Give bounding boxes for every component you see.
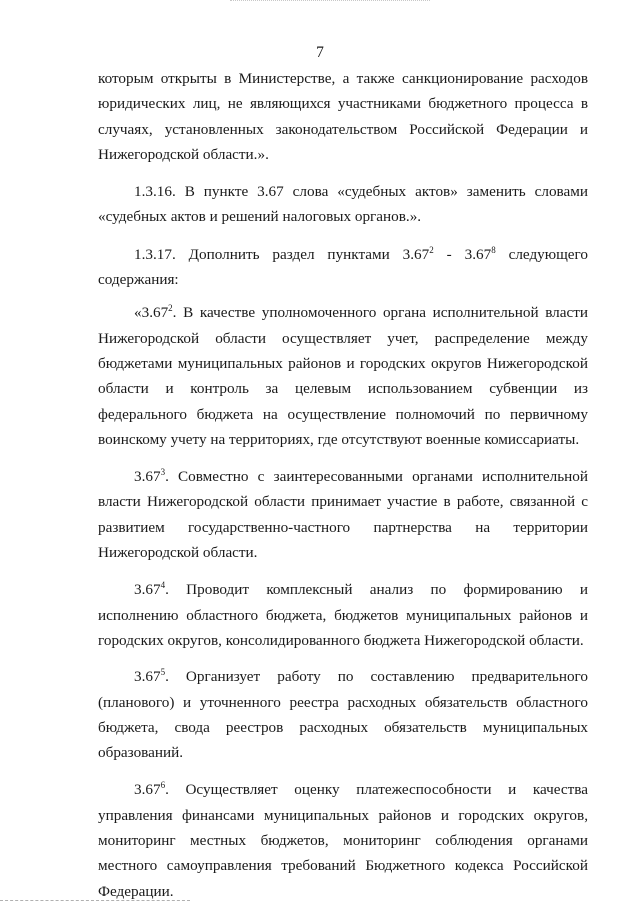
scan-edge-top: [230, 0, 430, 2]
paragraph-text: . Совместно с заинтересованными органами исполнительной власти Нижегородской области принимает участие в работе, связанной с развитием государственно-частного партнерства на территории Нижегородской области.: [98, 468, 588, 562]
paragraph-text: 1.3.16. В пункте 3.67 слова «судебных актов» заменить словами «судебных актов и решений налоговых органов.».: [98, 183, 588, 226]
paragraph-text: . Осуществляет оценку платежеспособности и качества управления финансами муниципальных районов и городских округов, мониторинг местных бюджетов, мониторинг соблюдения органами местного самоуправления требований Бюджетного кодекса Российской Федерации.: [98, 781, 588, 900]
paragraph-text: 3.67: [134, 581, 161, 599]
superscript-index: 4: [160, 580, 166, 591]
paragraph-p8: [98, 777, 588, 903]
paragraph-p1: [98, 66, 588, 167]
superscript-index: 2: [168, 303, 173, 314]
paragraph-text: - 3.67: [433, 245, 492, 263]
paragraph-text: «3.67: [134, 304, 169, 322]
paragraph-p5: [98, 464, 588, 565]
scan-edge-bottom: [0, 900, 190, 902]
page-number: 7: [316, 44, 324, 61]
paragraph-text: 3.67: [134, 468, 161, 486]
superscript-index: 3: [160, 467, 166, 478]
paragraph-text: . Проводит комплексный анализ по формированию и исполнению областного бюджета, бюджетов муниципальных районов и городских округов, консолидированного бюджета Нижегородской области.: [98, 581, 588, 649]
document-body: [98, 66, 588, 904]
paragraph-p7: [98, 664, 588, 765]
paragraph-p2: [98, 179, 588, 230]
superscript-index: 6: [160, 780, 166, 791]
superscript-index: 2: [429, 244, 434, 255]
superscript-index: 8: [491, 244, 496, 255]
paragraph-text: 3.67: [134, 668, 161, 686]
paragraph-text: следующего содержания:: [98, 245, 588, 289]
paragraph-p4: [98, 300, 588, 452]
paragraph-text: . В качестве уполномоченного органа исполнительной власти Нижегородской области осуществляет учет, распределение между бюджетами муниципальных районов и городских округов Нижегородской области и контроль за целевым использованием субвенции из федерального бюджета на осуществление полномочий по первичному воинскому учету на территориях, где отсутствуют военные комиссариаты.: [98, 304, 588, 448]
paragraph-p3: [98, 242, 588, 293]
paragraph-text: 3.67: [134, 781, 161, 799]
paragraph-text: 1.3.17. Дополнить раздел пунктами 3.67: [134, 245, 430, 263]
paragraph-p6: [98, 577, 588, 653]
paragraph-text: . Организует работу по составлению предварительного (планового) и уточненного реестра расходных обязательств областного бюджета, свода реестров расходных обязательств муниципальных образований.: [98, 668, 588, 762]
paragraph-text: которым открыты в Министерстве, а также санкционирование расходов юридических лиц, не являющихся участниками бюджетного процесса в случаях, установленных законодательством Российской Федерации и Нижегородской области.».: [98, 70, 588, 163]
superscript-index: 5: [160, 667, 166, 678]
